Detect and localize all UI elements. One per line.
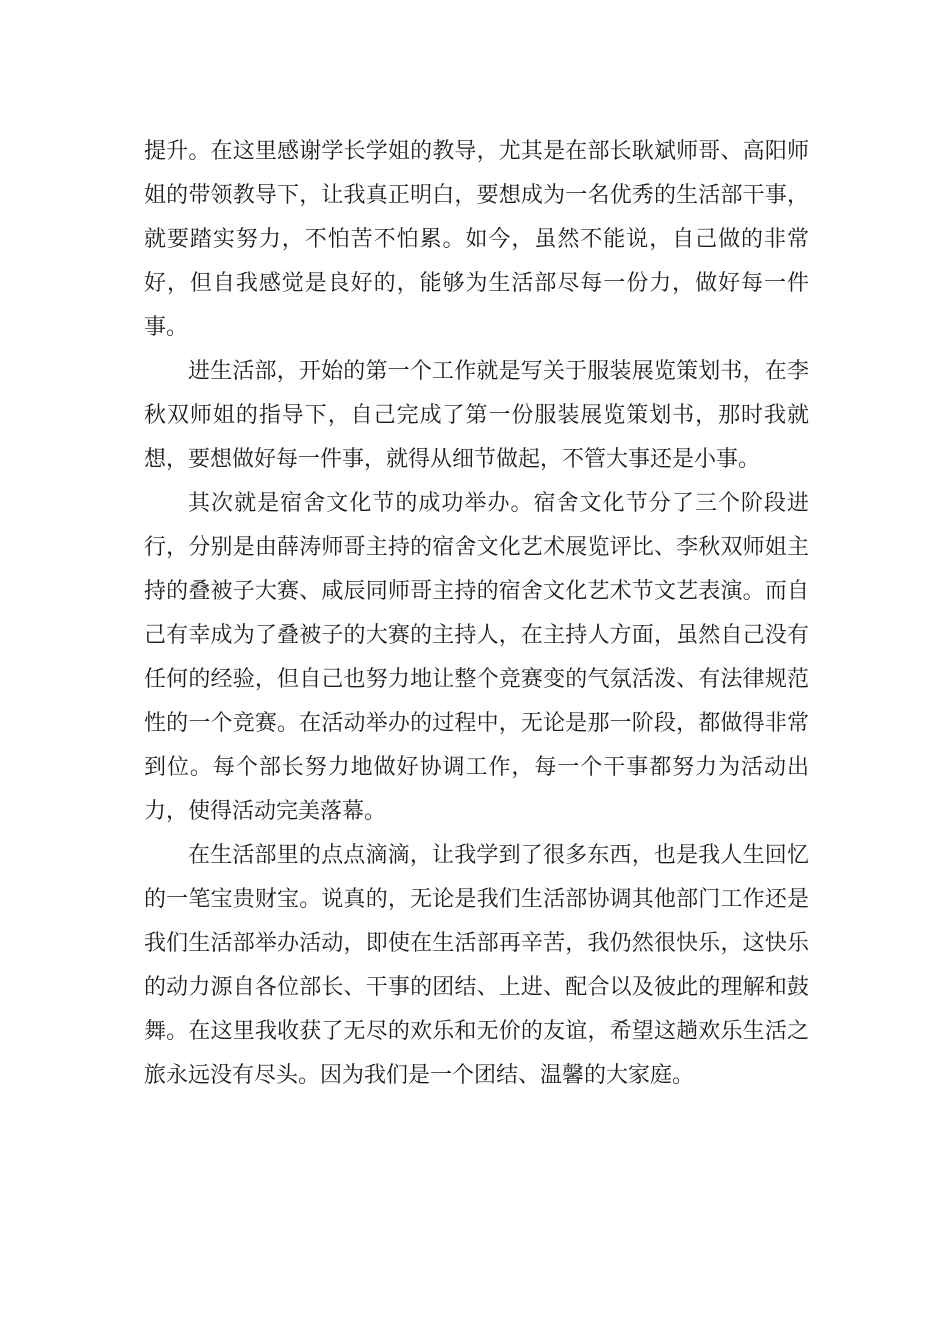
paragraph-dorm-culture-festival: 其次就是宿舍文化节的成功举办。宿舍文化节分了三个阶段进行，分别是由薛涛师哥主持的宿舍文化艺术展览评比、李秋双师姐主持的叠被子大赛、咸辰同师哥主持的宿舍文化艺术节文艺表演。而自己有幸成为了叠被子的大赛的主持人，在主持人方面，虽然自己没有任何的经验，但自己也努力地让整个竞赛变的气氛活泼、有法律规范性的一个竞赛。在活动举办的过程中，无论是那一阶段，都做得非常到位。每个部长努力地做好协调工作，每一个干事都努力为活动出力，使得活动完美落幕。 [144,491,809,824]
paragraph-clothing-exhibition: 进生活部，开始的第一个工作就是写关于服装展览策划书，在李秋双师姐的指导下，自己完成了第一份服装展览策划书，那时我就想，要想做好每一件事，就得从细节做起，不管大事还是小事。 [144,359,809,472]
document-body [144,130,809,1098]
paragraph-reflection: 在生活部里的点点滴滴，让我学到了很多东西，也是我人生回忆的一笔宝贵财宝。说真的，无论是我们生活部协调其他部门工作还是我们生活部举办活动，即使在生活部再辛苦，我仍然很快乐，这快乐的动力源自各位部长、干事的团结、上进、配合以及彼此的理解和鼓舞。在这里我收获了无尽的欢乐和无价的友谊，希望这趟欢乐生活之旅永远没有尽头。因为我们是一个团结、温馨的大家庭。 [144,843,809,1088]
paragraph-continued: 提升。在这里感谢学长学姐的教导，尤其是在部长耿斌师哥、高阳师姐的带领教导下，让我真正明白，要想成为一名优秀的生活部干事，就要踏实努力，不怕苦不怕累。如今，虽然不能说，自己做的非常好，但自我感觉是良好的，能够为生活部尽每一份力，做好每一件事。 [144,139,809,340]
